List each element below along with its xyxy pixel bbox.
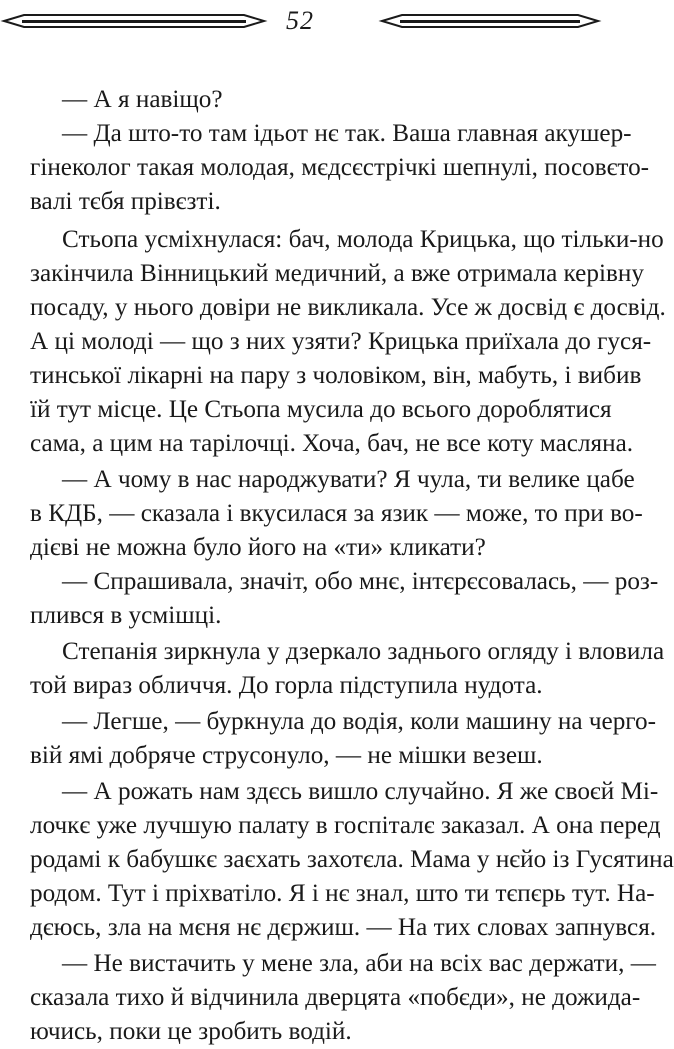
text-line: — Легше, — буркнула до водія, коли машину на черго- (62, 708, 656, 735)
text-line: Стьопа усміхнулася: бач, молода Крицька, що тільки-но (62, 226, 664, 253)
text-line: лочкє уже лучшую палату в госпіталє заказал. А она перед (30, 812, 661, 839)
text-line: їй тут місце. Це Стьопа мусила до всього дороблятися (30, 396, 612, 423)
text-line: валі тєбя прівєзті. (30, 188, 221, 215)
page-number: 52 (286, 6, 314, 35)
text-line: — Не вистачить у мене зла, аби на всіх вас держати, — (62, 950, 656, 977)
text-line: в КДБ, — сказала і вкусилася за язик — може, то при во- (30, 500, 643, 527)
text-line: сказала тихо й відчинила дверцята «побєди», не дожида- (30, 984, 641, 1011)
text-line: — Да што-то там ідьот нє так. Ваша главная акушер- (62, 120, 632, 147)
page-header (0, 0, 600, 60)
text-line: тинської лікарні на пару з чоловіком, він, мабуть, і вибив (30, 362, 642, 389)
text-line: дієві не можна було його на «ти» кликати? (30, 534, 486, 561)
text-line: вій ямі добряче струсонуло, — не мішки везеш. (30, 742, 543, 769)
text-line: — Спрашивала, значіт, обо мнє, інтєрєсовалась, — роз- (62, 568, 659, 595)
text-line: ючись, поки це зробить водій. (30, 1018, 352, 1045)
text-line: Степанія зиркнула у дзеркало заднього огляду і вловила (62, 638, 665, 665)
text-line: А ці молоді — що з них узяти? Крицька приїхала до гуся- (30, 328, 652, 355)
text-line: посаду, у нього довіри не викликала. Усе ж досвід є досвід. (30, 294, 666, 321)
text-line: сама, а цим на тарілочці. Хоча, бач, не все коту масляна. (30, 430, 634, 457)
text-line: той вираз обличчя. До горла підступила нудота. (30, 672, 543, 699)
text-line: родом. Тут і пріхватіло. Я і нє знал, што ти тєпєрь тут. На- (30, 880, 655, 907)
text-line: дєюсь, зла на мєня нє дєржиш. — На тих словах запнувся. (30, 914, 657, 941)
text-line: — А чому в нас народжувати? Я чула, ти велике цабе (62, 466, 635, 493)
text-line: — А рожать нам здєсь вишло случайно. Я же своєй Мі- (62, 778, 659, 805)
text-line: плився в усмішці. (30, 602, 222, 629)
text-line: закінчила Вінницький медичний, а вже отримала керівну (30, 260, 644, 287)
text-line: гінеколог такая молодая, мєдсєстрічкі шепнулі, посовєто- (30, 154, 650, 181)
text-line: родамі к бабушкє заєхать захотєла. Мама у нєйо із Гусятина (30, 846, 674, 873)
body-text (0, 83, 674, 1045)
text-line: — А я навіщо? (62, 86, 223, 113)
